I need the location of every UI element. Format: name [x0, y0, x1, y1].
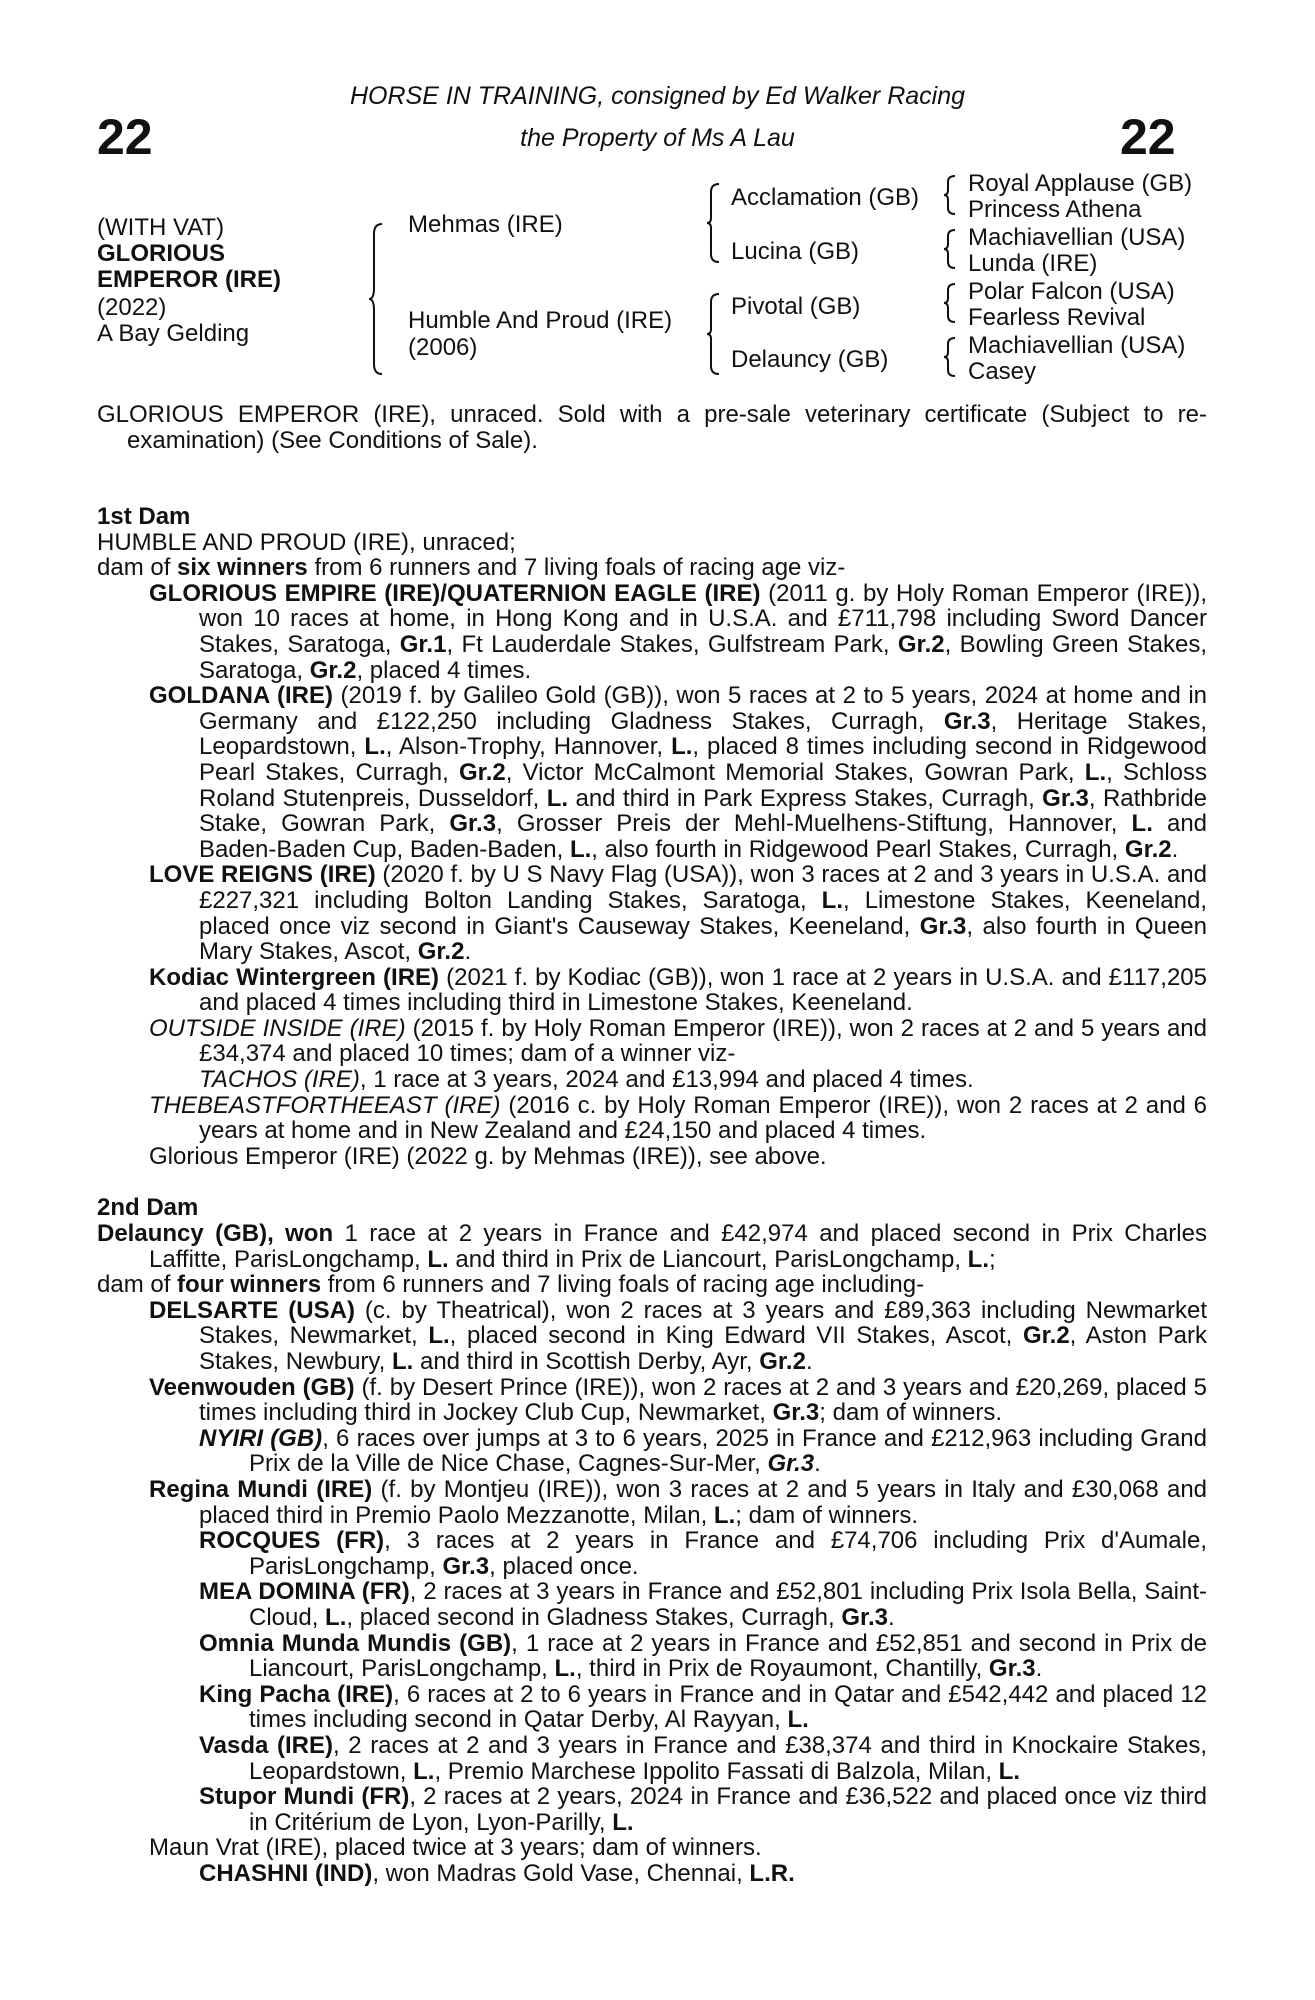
first-dam-line: HUMBLE AND PROUD (IRE), unraced;: [97, 528, 516, 556]
horse-name-line2: EMPEROR (IRE): [97, 266, 282, 293]
grandsire-1: Royal Applause (GB): [968, 170, 1193, 197]
produce-entry: THEBEASTFORTHEEAST (IRE) (2016 c. by Holy Roman Emperor (IRE)), won 2 races at 2 and 6 years at home and in New Zealand and £24,150 and placed 4 times.: [149, 1091, 1208, 1145]
produce-entry: Maun Vrat (IRE), placed twice at 3 years; dam of winners.: [149, 1834, 762, 1862]
produce-sub-entry: Omnia Munda Mundis (GB), 1 race at 2 years in France and £52,851 and second in Prix de Liancourt, ParisLongchamp, L., third in Prix de Royaumont, Chantilly, Gr.3.: [199, 1629, 1208, 1683]
property-line: the Property of Ms A Lau: [520, 124, 795, 152]
lot-number-left: 22: [97, 109, 153, 165]
first-dam-produce-summary: dam of six winners from 6 runners and 7 living foals of racing age viz-: [97, 554, 846, 582]
dam-name: Humble And Proud (IRE): [408, 307, 673, 334]
produce-entry: Veenwouden (GB) (f. by Desert Prince (IRE)), won 2 races at 2 and 3 years and £20,269, placed 5 times including third in Jockey Club Cup, Newmarket, Gr.3; dam of winners.: [149, 1373, 1208, 1427]
horse-description: A Bay Gelding: [97, 320, 250, 347]
produce-entry: Glorious Emperor (IRE) (2022 g. by Mehmas (IRE)), see above.: [149, 1142, 827, 1170]
produce-entry: GOLDANA (IRE) (2019 f. by Galileo Gold (GB)), won 5 races at 2 to 5 years, 2024 at home and in Germany and £122,250 including Gladness Stakes, Curragh, Gr.3, Heritage Stakes, Leopardstown, L., Alson-Trophy, Hannover, L., placed 8 times including second in Ridgewood Pearl Stakes, Curragh, Gr.2, Victor McCalmont Memorial Stakes, Gowran Park, L., Schloss Roland Stutenpreis, Dusseldorf, L. and third in Park Express Stakes, Curragh, Gr.3, Rathbride Stake, Gowran Park, Gr.3, Grosser Preis der Mehl-Muelhens-Stiftung, Hannover, L. and Baden-Baden Cup, Baden-Baden, L., also fourth in Ridgewood Pearl Stakes, Curragh, Gr.2.: [149, 682, 1208, 863]
brace-sire-parents: [706, 182, 722, 265]
second-dam-produce-summary: dam of four winners from 6 runners and 7 living foals of racing age including-: [97, 1271, 925, 1299]
brace-g4: [943, 336, 957, 378]
produce-sub-entry: ROCQUES (FR), 3 races at 2 years in France and £74,706 including Prix d'Aumale, ParisLongchamp, Gr.3, placed once.: [199, 1527, 1207, 1580]
vat-label: (WITH VAT): [97, 214, 225, 241]
grandsire-2: Machiavellian (USA): [968, 224, 1186, 251]
brace-g2: [943, 228, 957, 270]
granddam-3: Fearless Revival: [968, 304, 1146, 331]
granddam-1: Princess Athena: [968, 196, 1142, 223]
produce-sub-entry: CHASHNI (IND), won Madras Gold Vase, Chennai, L.R.: [199, 1859, 795, 1887]
horse-year: (2022): [97, 294, 167, 321]
produce-sub-entry: Vasda (IRE), 2 races at 2 and 3 years in France and £38,374 and third in Knockaire Stakes, Leopardstown, L., Premio Marchese Ippolito Fassati di Balzola, Milan, L.: [199, 1731, 1207, 1785]
produce-entry: Regina Mundi (IRE) (f. by Montjeu (IRE)), won 3 races at 2 and 5 years in Italy and £30,068 and placed third in Premio Paolo Mezzanotte, Milan, L.; dam of winners.: [149, 1475, 1208, 1529]
intro-paragraph: GLORIOUS EMPEROR (IRE), unraced. Sold with a pre-sale veterinary certificate (Subject to re-examination) (See Conditions of Sale).: [97, 401, 1207, 454]
produce-entry: Kodiac Wintergreen (IRE) (2021 f. by Kodiac (GB)), won 1 race at 2 years in U.S.A. and £117,205 and placed 4 times including third in Limestone Stakes, Keeneland.: [149, 963, 1208, 1017]
dam-dam-name: Delauncy (GB): [731, 346, 889, 373]
lot-number-right: 22: [1120, 109, 1176, 165]
brace-dam-parents: [706, 292, 722, 376]
produce-entry: DELSARTE (USA) (c. by Theatrical), won 2 races at 3 years and £89,363 including Newmarket Stakes, Newmarket, L., placed second in King Edward VII Stakes, Ascot, Gr.2, Aston Park Stakes, Newbury, L. and third in Scottish Derby, Ayr, Gr.2.: [149, 1296, 1207, 1375]
dam-year: (2006): [408, 334, 478, 361]
first-dam-heading: 1st Dam: [97, 503, 191, 530]
consignment-line: HORSE IN TRAINING, consigned by Ed Walker Racing: [349, 82, 966, 110]
horse-name-line1: GLORIOUS: [97, 240, 226, 267]
sire-name: Mehmas (IRE): [408, 211, 563, 238]
grandsire-4: Machiavellian (USA): [968, 332, 1186, 359]
granddam-2: Lunda (IRE): [968, 250, 1098, 277]
sire-dam-name: Lucina (GB): [731, 238, 860, 265]
brace-parents: [368, 222, 386, 376]
produce-sub-entry: Stupor Mundi (FR), 2 races at 2 years, 2024 in France and £36,522 and placed once viz third in Critérium de Lyon, Lyon-Parilly, L.: [199, 1783, 1207, 1836]
second-dam-heading: 2nd Dam: [97, 1194, 199, 1222]
second-dam-line: Delauncy (GB), won 1 race at 2 years in France and £42,974 and placed second in Prix Charles Laffitte, ParisLongchamp, L. and third in Prix de Liancourt, ParisLongchamp, L.;: [97, 1220, 1207, 1273]
produce-entry: OUTSIDE INSIDE (IRE) (2015 f. by Holy Roman Emperor (IRE)), won 2 races at 2 and 5 years and £34,374 and placed 10 times; dam of a winner viz-: [149, 1014, 1208, 1068]
produce-sub-entry: King Pacha (IRE), 6 races at 2 to 6 years in France and in Qatar and £542,442 and placed 12 times including second in Qatar Derby, Al Rayyan, L.: [199, 1680, 1208, 1734]
produce-sub-entry: TACHOS (IRE), 1 race at 3 years, 2024 and £13,994 and placed 4 times.: [199, 1066, 974, 1094]
produce-entry: GLORIOUS EMPIRE (IRE)/QUATERNION EAGLE (IRE) (2011 g. by Holy Roman Emperor (IRE)), won 10 races at home, in Hong Kong and in U.S.A. and £711,798 including Sword Dancer Stakes, Saratoga, Gr.1, Ft Lauderdale Stakes, Gulfstream Park, Gr.2, Bowling Green Stakes, Saratoga, Gr.2, placed 4 times.: [149, 579, 1208, 684]
dam-sire-name: Pivotal (GB): [731, 293, 861, 320]
sire-sire-name: Acclamation (GB): [731, 184, 920, 211]
grandsire-3: Polar Falcon (USA): [968, 278, 1175, 305]
first-dam-section: [97, 504, 1207, 1886]
produce-sub-entry: MEA DOMINA (FR), 2 races at 3 years in France and £52,801 including Prix Isola Bella, Saint-Cloud, L., placed second in Gladness Stakes, Curragh, Gr.3.: [199, 1578, 1207, 1631]
granddam-4: Casey: [968, 358, 1037, 385]
produce-entry: LOVE REIGNS (IRE) (2020 f. by U S Navy Flag (USA)), won 3 races at 2 and 3 years in U.S.A. and £227,321 including Bolton Landing Stakes, Saratoga, L., Limestone Stakes, Keeneland, placed once viz second in Giant's Causeway Stakes, Keeneland, Gr.3, also fourth in Queen Mary Stakes, Ascot, Gr.2.: [149, 861, 1207, 966]
brace-g1: [943, 174, 957, 216]
produce-sub-entry: NYIRI (GB), 6 races over jumps at 3 to 6 years, 2025 in France and £212,963 including Grand Prix de la Ville de Nice Chase, Cagnes-Sur-Mer, Gr.3.: [199, 1424, 1207, 1478]
brace-g3: [943, 282, 957, 324]
